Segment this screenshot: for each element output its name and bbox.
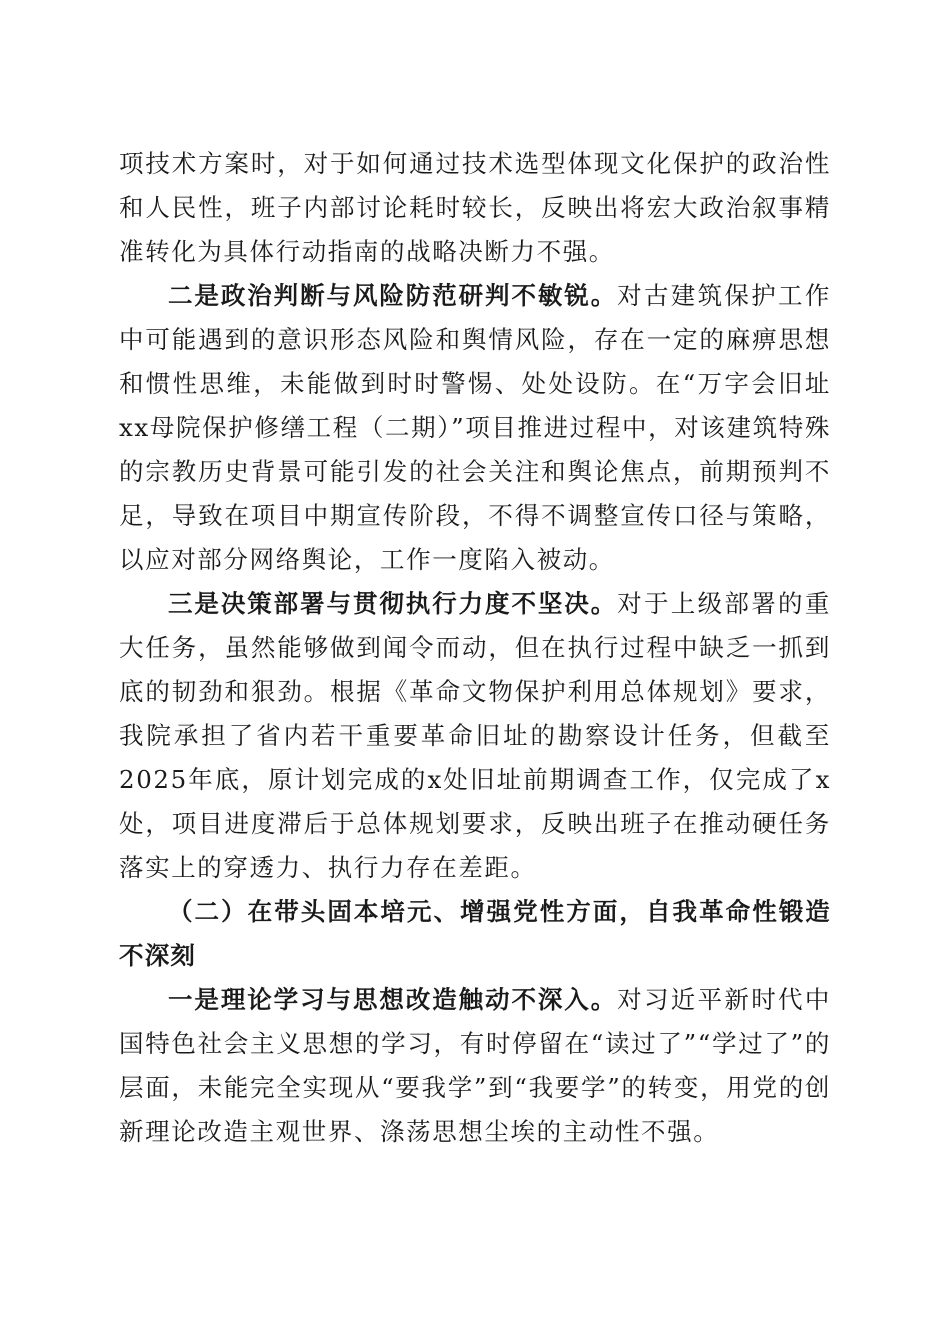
section-heading <box>119 890 831 978</box>
paragraph-lead: 二是政治判断与风险防范研判不敏锐。 <box>168 281 618 310</box>
paragraph-lead: 一是理论学习与思想改造触动不深入。 <box>168 985 618 1014</box>
section-heading-text: （二）在带头固本培元、增强党性方面，自我革命性锻造不深刻 <box>119 897 831 970</box>
paragraph-political-judgment <box>119 274 831 582</box>
paragraph-text: 对习近平新时代中国特色社会主义思想的学习，有时停留在“读过了”“学过了”的层面，未能完全实现从“要我学”到“我要学”的转变，用党的创新理论改造主观世界、涤荡思想尘埃的主动性不强。 <box>119 985 831 1146</box>
paragraph-text: 项技术方案时，对于如何通过技术选型体现文化保护的政治性和人民性，班子内部讨论耗时较长，反映出将宏大政治叙事精准转化为具体行动指南的战略决断力不强。 <box>119 149 831 266</box>
paragraph-theory-study <box>119 978 831 1154</box>
paragraph-text: 对古建筑保护工作中可能遇到的意识形态风险和舆情风险，存在一定的麻痹思想和惯性思维，未能做到时时警惕、处处设防。在“万字会旧址xx母院保护修缮工程（二期）”项目推进过程中，对该建筑特殊的宗教历史背景可能引发的社会关注和舆论焦点，前期预判不足，导致在项目中期宣传阶段，不得不调整宣传口径与策略，以应对部分网络舆论，工作一度陷入被动。 <box>119 281 831 574</box>
paragraph-text: 对于上级部署的重大任务，虽然能够做到闻令而动，但在执行过程中缺乏一抓到底的韧劲和狠劲。根据《革命文物保护利用总体规划》要求，我院承担了省内若干重要革命旧址的勘察设计任务，但截至2025年底，原计划完成的x处旧址前期调查工作，仅完成了x处，项目进度滞后于总体规划要求，反映出班子在推动硬任务落实上的穿透力、执行力存在差距。 <box>119 589 831 882</box>
paragraph-continuation <box>119 142 831 274</box>
paragraph-lead: 三是决策部署与贯彻执行力度不坚决。 <box>168 589 618 618</box>
document-body <box>119 142 831 1154</box>
paragraph-decision-execution <box>119 582 831 890</box>
